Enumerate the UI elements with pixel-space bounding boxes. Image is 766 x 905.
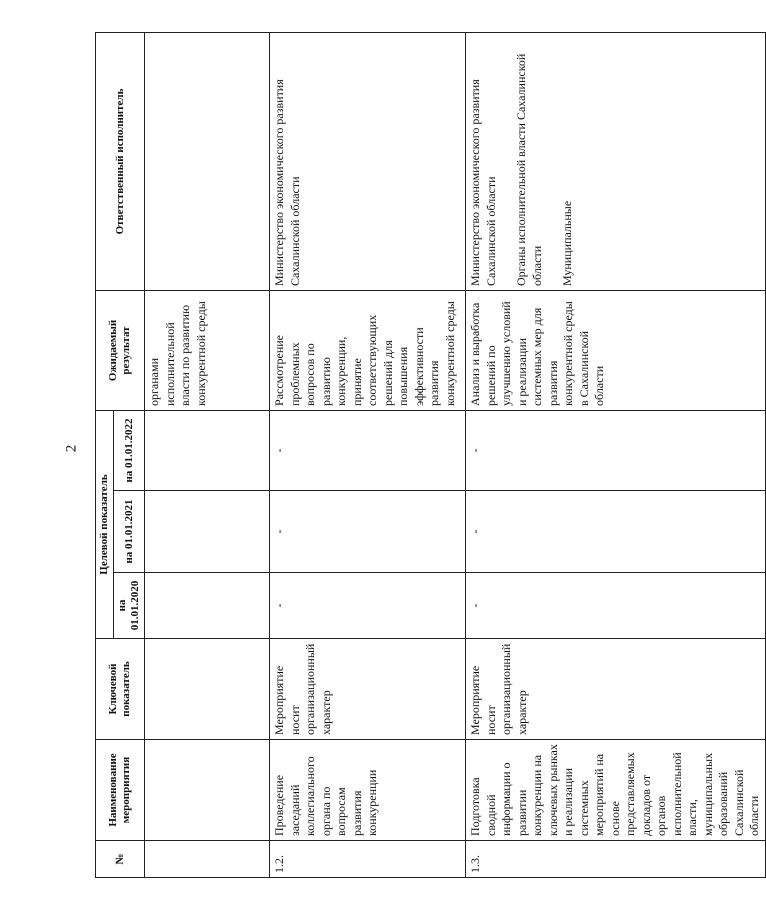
col-header-num: № [96,841,145,878]
cell-responsible [145,32,270,290]
cell-responsible: Министерство экономического развития Сахалинской области [270,32,466,290]
cell-name [145,740,270,841]
col-header-date-2020: на 01.01.2020 [114,573,145,639]
cell-value-2020 [145,573,270,639]
responsible-primary: Министерство экономического развития Сахалинской области [468,79,498,286]
cell-key [145,639,270,740]
table-row [145,32,270,877]
col-header-date-2021: на 01.01.2021 [114,491,145,573]
cell-value-2021: - [466,491,766,573]
col-header-expected-result: Ожидаемый результат [96,290,145,410]
responsible-secondary: Органы исполнительной власти Сахалинской области [514,53,544,286]
table-row [466,32,766,877]
cell-value-2022: - [270,410,466,490]
cell-num: 1.2. [270,841,466,878]
table-row [270,32,466,877]
cell-result: Анализ и выработка решений по улучшению условий и реализации системных мер для развития конкурентной среды в Сахалинской области [466,290,766,410]
page-number: 2 [63,444,80,453]
cell-responsible [466,32,766,290]
col-header-responsible: Ответственный исполнитель [96,32,145,290]
cell-result: органами исполнительной власти по развитию конкурентной среды [145,290,270,410]
cell-name: Проведение заседаний коллегиального органа по вопросам развития конкуренции [270,740,466,841]
cell-result: Рассмотрение проблемных вопросов по развитию конкуренции, принятие соответствующих решений для повышения эффективности развития конкурентной среды [270,290,466,410]
col-header-target-indicator: Целевой показатель [96,410,114,638]
rotated-table-container [95,33,761,878]
cell-value-2022 [145,410,270,490]
col-header-key-indicator: Ключевой показатель [96,639,145,740]
cell-value-2021: - [270,491,466,573]
cell-value-2021 [145,491,270,573]
cell-num [145,841,270,878]
cell-value-2022: - [466,410,766,490]
cell-value-2020: - [270,573,466,639]
header-row-1 [96,32,114,877]
col-header-name: Наименование мероприятия [96,740,145,841]
measures-table [95,32,766,878]
col-header-date-2022: на 01.01.2022 [114,410,145,490]
responsible-tertiary: Муниципальные [560,200,574,286]
cell-key: Мероприятие носит организационный характер [466,639,766,740]
cell-key: Мероприятие носит организационный характер [270,639,466,740]
cell-num: 1.3. [466,841,766,878]
cell-name: Подготовка сводной информации о развитии конкуренции на ключевых рынках и реализации системных мероприятий на основе представляемых докладов от органов исполнительной власти, муниципальных образований Сахалинской области [466,740,766,841]
cell-value-2020: - [466,573,766,639]
